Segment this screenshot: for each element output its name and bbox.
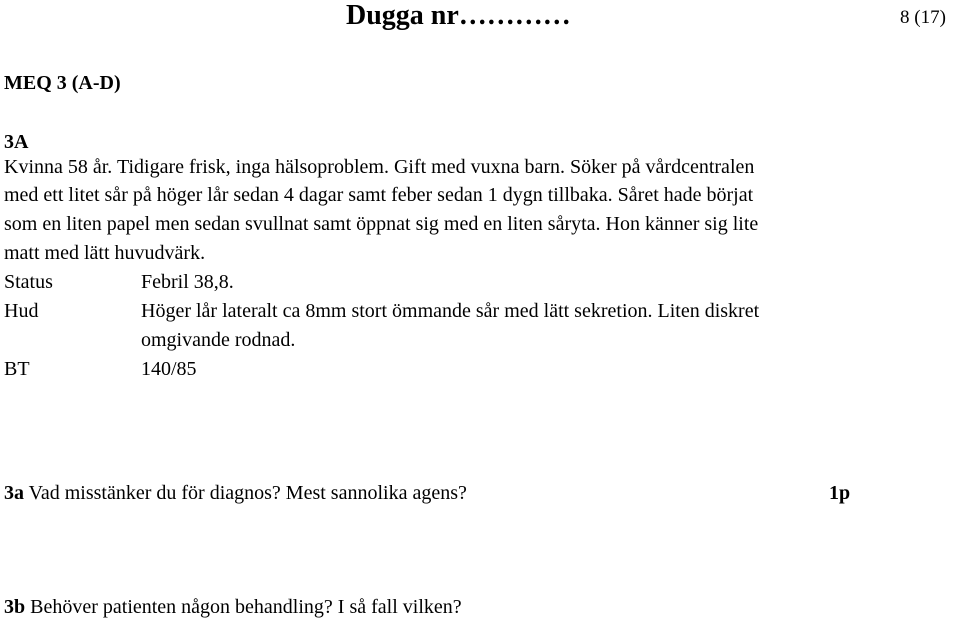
finding-label-status: Status [4,271,53,293]
section-title: MEQ 3 (A-D) [4,72,121,94]
finding-label-hud: Hud [4,300,39,322]
page-title: Dugga nr………… [346,0,571,31]
finding-value-hud-line-2: omgivande rodnad. [141,329,296,351]
case-text-line-2: med ett litet sår på höger lår sedan 4 dagar samt feber sedan 1 dygn tillbaka. Såret hade börjat [4,184,754,206]
case-text-line-1: Kvinna 58 år. Tidigare frisk, inga hälsoproblem. Gift med vuxna barn. Söker på vårdcentralen [4,156,755,178]
page-number: 8 (17) [900,7,946,28]
question-id: 3a [4,482,24,504]
case-text-line-3: som en liten papel men sedan svullnat samt öppnat sig med en liten såryta. Hon känner sig lite [4,213,759,235]
finding-value-hud-line-1: Höger lår lateralt ca 8mm stort ömmande sår med lätt sekretion. Liten diskret [141,300,760,322]
question-text: Behöver patienten någon behandling? I så fall vilken? [30,596,462,618]
case-id: 3A [4,131,29,153]
question-id: 3b [4,596,26,618]
question-points: 1p [829,482,851,504]
question-3b [4,597,462,617]
question-3a [4,483,467,503]
finding-value-bt: 140/85 [141,358,197,380]
case-text-line-4: matt med lätt huvudvärk. [4,242,206,264]
finding-label-bt: BT [4,358,30,380]
finding-value-status: Febril 38,8. [141,271,234,293]
question-text: Vad misstänker du för diagnos? Mest sannolika agens? [28,482,467,504]
